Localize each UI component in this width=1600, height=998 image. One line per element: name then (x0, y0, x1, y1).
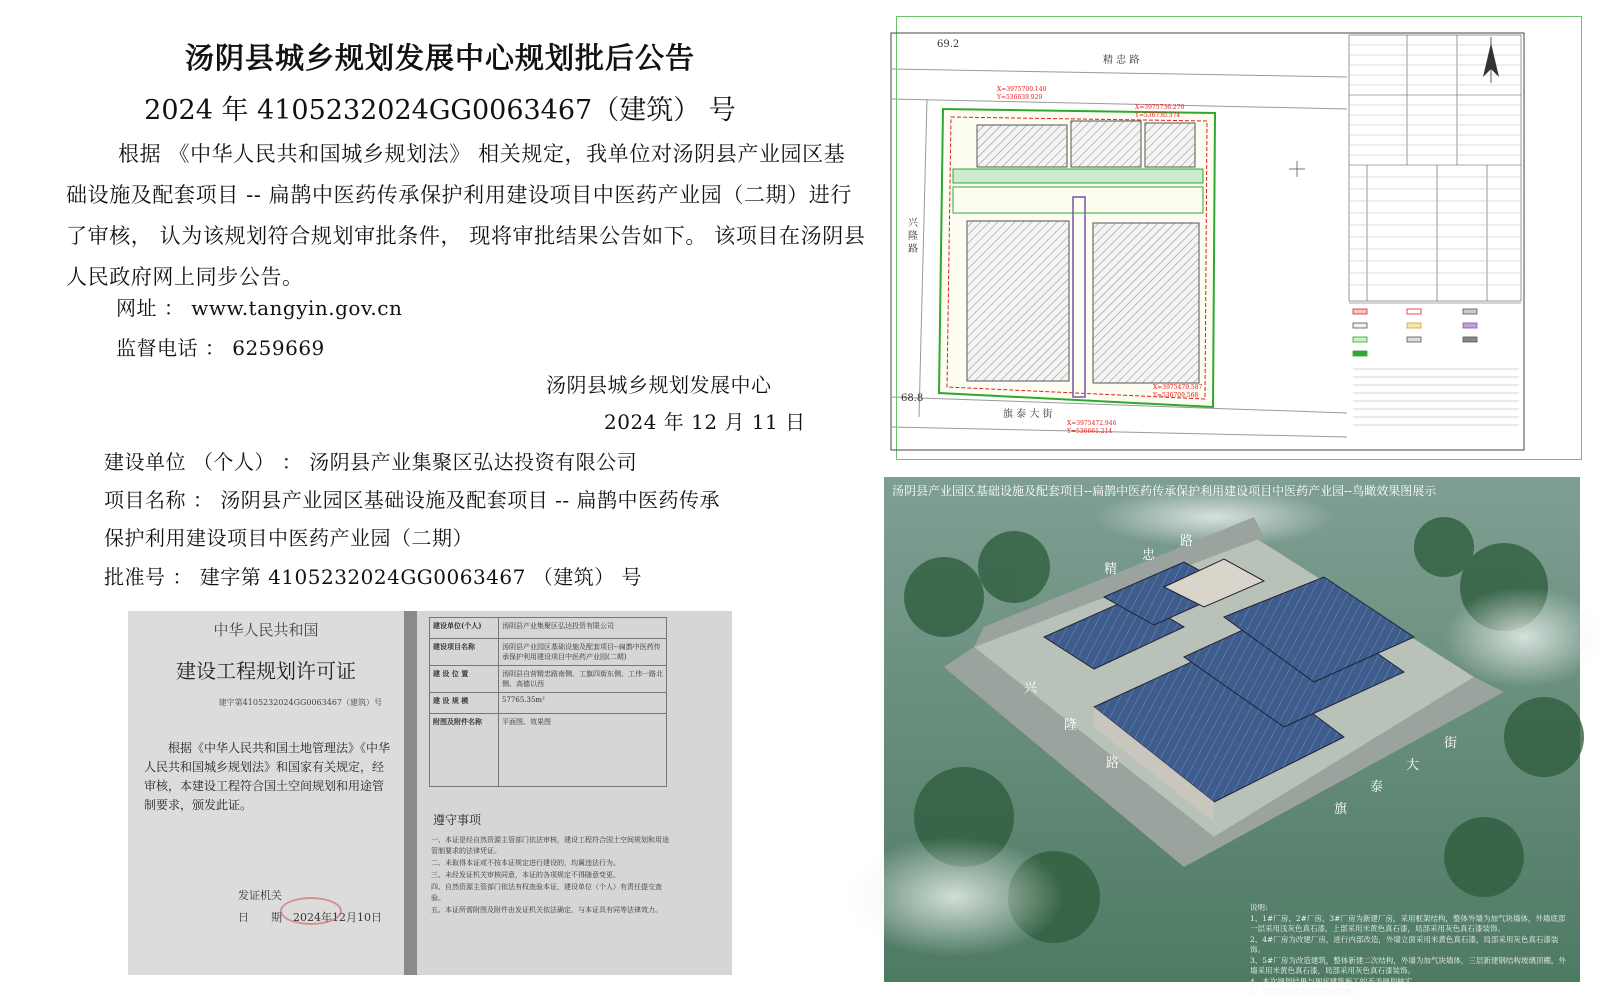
rules-title: 遵守事项 (433, 813, 482, 827)
aerial-road-label: 路 (1106, 756, 1120, 771)
project-name-line1: 项目名称 ： 汤阴县产业园区基础设施及配套项目 -- 扁鹊中医药传承 (104, 488, 720, 512)
table-value: 平面图、效果图 (499, 714, 667, 787)
permit-date: 日 期 2024年12月10日 (238, 911, 382, 924)
rules-list (431, 835, 671, 917)
aerial-road-label: 路 (1180, 534, 1194, 549)
table-key: 附图及附件名称 (430, 714, 499, 787)
aerial-note: 3、5#厂房为改造建筑，整体新建二次结构，外墙为加气块墙体，三层新建钢结构玻璃顶棚，外墙采用米黄色真石漆，局部采用灰色真石漆装饰。 (1250, 955, 1566, 975)
permit-table (429, 617, 667, 787)
building-5 (1093, 223, 1199, 383)
building-2 (1071, 121, 1141, 167)
table-value: 汤阴县产业园区基础设施及配套项目--扁鹊中医药传承保护利用建设项目中医药产业园(二期) (499, 639, 667, 666)
coord-label: Y=536730.374 (1135, 112, 1181, 119)
road-west-label: 兴 隆 路 (905, 217, 917, 254)
hotline-line: 监督电话 ： 6259669 (116, 336, 325, 360)
rule-item: 一、本证是经自然资源主管部门依法审核，建设工程符合国土空间规划和用途管制要求的法律凭证。 (431, 836, 669, 855)
aerial-road-label: 隆 (1064, 718, 1078, 733)
aerial-caption: 汤阴县产业园区基础设施及配套项目--扁鹊中医药传承保护利用建设项目中医药产业园--鸟瞰效果图展示 (892, 484, 1437, 498)
coord-label: Y=536661.214 (1067, 428, 1113, 435)
road-north-label: 精 忠 路 (1103, 55, 1140, 66)
building-1 (977, 125, 1067, 167)
aerial-road-label: 旗 (1334, 802, 1348, 817)
north-road-edge-2 (891, 99, 1347, 109)
coord-label: X=3975736.270 (1135, 104, 1185, 111)
north-road-edge (891, 69, 1347, 77)
site-plan (896, 16, 1582, 460)
issuer: 汤阴县城乡规划发展中心 (546, 373, 772, 397)
table-key: 建设单位(个人) (430, 618, 499, 639)
table-row (430, 618, 667, 639)
rule-item: 三、未经发证机关审核同意，本证的各项规定不得随意变更。 (431, 871, 620, 879)
building-4 (967, 221, 1069, 381)
project-name-line2: 保护利用建设项目中医药产业园（二期） (104, 526, 473, 550)
aerial-road-label: 兴 (1024, 681, 1038, 696)
permit-title: 建设工程规划许可证 (176, 659, 356, 683)
site-plan-drawing (897, 17, 1581, 459)
approval-number: 批准号 ： 建字第 4105232024GG0063467 （建筑） 号 (104, 565, 643, 589)
construction-unit: 建设单位 （个人） ： 汤阴县产业集聚区弘达投资有限公司 (104, 450, 638, 474)
permit-number: 建字第4105232024GG0063467（建筑）号 (218, 698, 382, 707)
north-arrow-icon (1483, 37, 1499, 83)
aerial-road-label: 精 (1104, 562, 1118, 577)
permit-cover (128, 611, 404, 975)
aerial-notes (1250, 903, 1572, 998)
aerial-note: 4、本次规划结果与现状建筑施工的不予规划核实。 (1250, 976, 1420, 986)
crosshair-icon (1289, 161, 1305, 177)
permit-country: 中华人民共和国 (213, 621, 319, 639)
coord-label: X=3975472.946 (1067, 420, 1117, 427)
aerial-road-label: 街 (1444, 736, 1458, 751)
aerial-note: 2、4#厂房为改建厂房，进行内部改造，外墙立面采用米黄色真石漆，局部采用灰色真石漆装饰。 (1250, 934, 1559, 954)
aerial-road-label: 忠 (1142, 548, 1156, 563)
road-south-label: 旗 泰 大 街 (1003, 409, 1053, 420)
table-value: 57765.35m² (499, 693, 667, 714)
coord-label: X=3975700.140 (997, 86, 1047, 93)
notice-number: 2024 年 4105232024GG0063467（建筑） 号 (144, 95, 736, 126)
table-row (430, 693, 667, 714)
table-key: 建设项目名称 (430, 639, 499, 666)
table-key: 建 设 规 模 (430, 693, 499, 714)
aerial-note: 5、围墙按照开发区建设标准施工。 (1250, 987, 1368, 996)
aerial-road-label: 大 (1406, 758, 1420, 773)
fog (844, 837, 1064, 957)
table-value: 汤阴县产业集聚区弘达投资有限公司 (499, 618, 667, 639)
aerial-note: 说明: (1250, 903, 1268, 912)
fog (1444, 587, 1600, 687)
website-line: 网址 ： www.tangyin.gov.cn (116, 296, 403, 320)
green-strip (953, 169, 1203, 183)
coord-label: Y=536639.929 (997, 94, 1043, 101)
rule-item: 四、自然资源主管部门依法有权查验本证，建设单位（个人）有责任提交查验。 (431, 883, 662, 902)
table-key: 建 设 位 置 (430, 666, 499, 693)
table-row (430, 666, 667, 693)
planning-permit (128, 611, 732, 975)
west-road-edge (919, 99, 927, 417)
south-road-edge-2 (891, 427, 1347, 437)
aerial-note: 1、1#厂房、2#厂房、3#厂房为新建厂房，采用框架结构，整体外墙为加气块墙体，外墙底部一层采用浅灰色真石漆，上部采用米黄色真石漆，局部采用灰色真石漆装饰。 (1250, 913, 1566, 933)
coord-label: Y=536709.568 (1153, 392, 1199, 399)
notice-date: 2024 年 12 月 11 日 (604, 410, 806, 434)
permit-details (417, 611, 732, 975)
notes-lines (1353, 369, 1519, 425)
permit-issuer: 发证机关 (238, 889, 282, 902)
table-row (430, 639, 667, 666)
notice-body: 根据 《中华人民共和国城乡规划法》 相关规定，我单位对汤阴县产业园区基础设施及配套项目 -- 扁鹊中医药传承保护利用建设项目中医药产业园（二期）进行了审核， 认为该规划符合规划审批条件， 现将审批结果公告如下。 该项目在汤阴县人民政府网上同步公告。 (66, 142, 866, 289)
aerial-rendering (884, 477, 1580, 996)
rule-item: 二、未取得本证或不按本证规定进行建设的，均属违法行为。 (431, 859, 620, 867)
permit-body: 根据《中华人民共和国土地管理法》《中华人民共和国城乡规划法》和国家有关规定，经审核，本建设工程符合国土空间规划和用途管制要求，颁发此证。 (144, 741, 391, 812)
notice-title: 汤阴县城乡规划发展中心规划批后公告 (184, 41, 695, 75)
legend-swatches (1353, 309, 1477, 356)
elevation-top: 69.2 (937, 39, 960, 50)
official-seal-icon (280, 897, 342, 925)
rule-item: 五、本证所需附图及附件由发证机关依法确定，与本证具有同等法律效力。 (431, 906, 662, 914)
elevation-bottom: 68.8 (901, 393, 924, 404)
notice-body-block (66, 134, 866, 298)
building-3 (1145, 123, 1195, 167)
table-value: 汤阴县自营精忠路南侧、工旗四街东侧、工伟一路北侧、高德以西 (499, 666, 667, 693)
table-row (430, 714, 667, 787)
aerial-road-label: 泰 (1370, 780, 1384, 795)
coord-label: X=3975479.587 (1153, 384, 1203, 391)
